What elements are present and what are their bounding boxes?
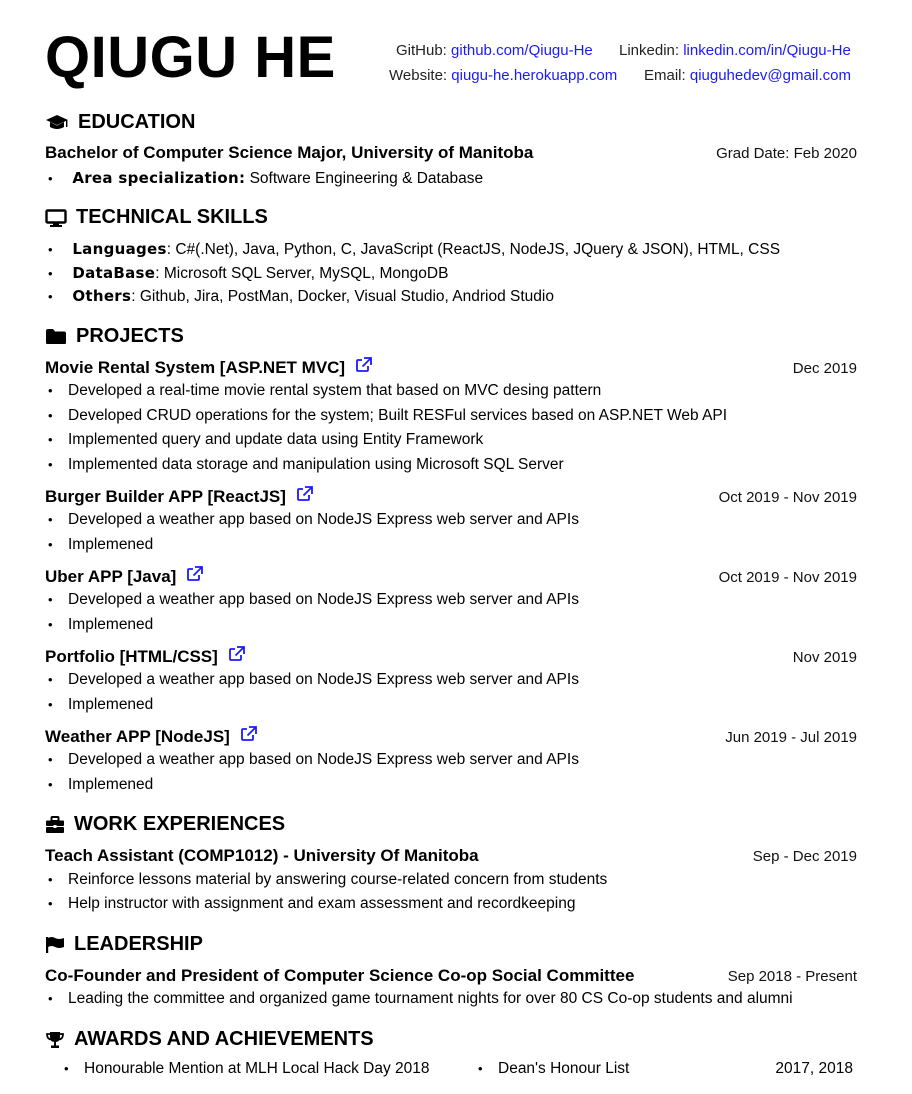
leadership-date: Sep 2018 - Present bbox=[727, 968, 857, 985]
project-row-portfolio bbox=[45, 646, 857, 667]
project-title: Portfolio [HTML/CSS] bbox=[45, 646, 218, 666]
github-link[interactable]: github.com/Qiugu-He bbox=[451, 42, 593, 59]
list-item: • Leading the committee and organized game tournament nights for over 80 CS Co-op students and alumni bbox=[48, 989, 793, 1009]
bullet-text: : Github, Jira, PostMan, Docker, Visual Studio, Andriod Studio bbox=[131, 288, 554, 305]
work-row bbox=[45, 846, 857, 866]
grad-date: Grad Date: Feb 2020 bbox=[716, 145, 857, 162]
list-item: • Honourable Mention at MLH Local Hack Day 2018 bbox=[64, 1060, 430, 1078]
section-title-skills: TECHNICAL SKILLS bbox=[76, 206, 268, 228]
bullet-key: Languages bbox=[72, 240, 167, 258]
external-link-icon[interactable] bbox=[186, 566, 204, 587]
contact-linkedin bbox=[619, 38, 851, 63]
email-link[interactable]: qiuguhedev@gmail.com bbox=[689, 67, 852, 84]
briefcase-icon bbox=[45, 816, 65, 834]
section-projects bbox=[45, 325, 184, 348]
project-date: Oct 2019 - Nov 2019 bbox=[718, 568, 857, 586]
github-label: GitHub: bbox=[396, 42, 447, 59]
external-link-icon[interactable] bbox=[296, 486, 314, 507]
project-date: Jun 2019 - Jul 2019 bbox=[725, 728, 857, 746]
external-link-icon[interactable] bbox=[228, 646, 246, 667]
list-item: • Developed a weather app based on NodeJS Express web server and APIs bbox=[48, 510, 579, 530]
education-degree-row bbox=[45, 143, 857, 163]
project-title: Burger Builder APP [ReactJS] bbox=[45, 486, 286, 506]
email-label: Email: bbox=[644, 67, 686, 84]
bullet-key: DataBase bbox=[72, 264, 156, 282]
resume-name: QIUGU HE bbox=[45, 25, 336, 90]
project-row-uber bbox=[45, 566, 857, 587]
external-link-icon[interactable] bbox=[240, 726, 258, 747]
list-item: • Developed a weather app based on NodeJS Express web server and APIs bbox=[48, 670, 579, 690]
project-row-weather bbox=[45, 726, 857, 747]
bullet-text: : C#(.Net), Java, Python, C, JavaScript (ReactJS, NodeJS, JQuery & JSON), HTML, CSS bbox=[166, 241, 781, 258]
list-item: • Implemened bbox=[48, 775, 153, 795]
leadership-row bbox=[45, 966, 857, 986]
list-item bbox=[48, 286, 554, 307]
section-title-work: WORK EXPERIENCES bbox=[74, 813, 286, 835]
project-title-container bbox=[45, 566, 204, 587]
section-leadership bbox=[45, 933, 203, 956]
leadership-role: Co-Founder and President of Computer Science Co-op Social Committee bbox=[45, 966, 635, 985]
linkedin-label: Linkedin: bbox=[619, 42, 680, 59]
list-item: • Implemented query and update data using Entity Framework bbox=[48, 430, 483, 450]
list-item: • Implemened bbox=[48, 695, 153, 715]
project-title-container bbox=[45, 646, 246, 667]
section-skills bbox=[45, 206, 268, 229]
contact-website bbox=[389, 63, 617, 88]
list-item: • Help instructor with assignment and exam assessment and recordkeeping bbox=[48, 894, 575, 914]
section-awards bbox=[45, 1028, 374, 1051]
contact-github bbox=[396, 38, 593, 63]
folder-icon bbox=[45, 328, 67, 345]
section-work bbox=[45, 813, 285, 836]
trophy-icon bbox=[45, 1031, 65, 1049]
project-date: Nov 2019 bbox=[792, 648, 857, 666]
list-item bbox=[48, 168, 483, 189]
section-title-leadership: LEADERSHIP bbox=[74, 933, 203, 955]
list-item: • Implemened bbox=[48, 535, 153, 555]
section-education bbox=[45, 111, 195, 134]
contact-email bbox=[644, 63, 851, 88]
project-title-container bbox=[45, 357, 373, 378]
bullet-key: Others bbox=[72, 287, 132, 305]
project-date: Oct 2019 - Nov 2019 bbox=[718, 488, 857, 506]
project-row-burger-builder bbox=[45, 486, 857, 507]
section-title-projects: PROJECTS bbox=[76, 325, 184, 347]
list-item bbox=[48, 239, 780, 260]
website-link[interactable]: qiugu-he.herokuapp.com bbox=[451, 67, 618, 84]
list-item: • Developed CRUD operations for the system; Built RESFul services based on ASP.NET Web API bbox=[48, 406, 727, 426]
list-item: • Developed a weather app based on NodeJS Express web server and APIs bbox=[48, 590, 579, 610]
award-years: 2017, 2018 bbox=[775, 1060, 853, 1077]
graduation-cap-icon bbox=[45, 114, 69, 132]
project-title: Uber APP [Java] bbox=[45, 566, 177, 586]
project-title-container bbox=[45, 486, 314, 507]
list-item: • Implemened bbox=[48, 615, 153, 635]
external-link-icon[interactable] bbox=[355, 357, 373, 378]
list-item: • Implemented data storage and manipulation using Microsoft SQL Server bbox=[48, 455, 564, 475]
project-title-container bbox=[45, 726, 258, 747]
work-role: Teach Assistant (COMP1012) - University Of Manitoba bbox=[45, 846, 479, 865]
list-item: • Reinforce lessons material by answering course-related concern from students bbox=[48, 870, 607, 890]
section-title-awards: AWARDS AND ACHIEVEMENTS bbox=[74, 1028, 374, 1050]
project-row-movie-rental bbox=[45, 357, 857, 378]
project-title: Movie Rental System [ASP.NET MVC] bbox=[45, 357, 346, 377]
website-label: Website: bbox=[389, 67, 448, 84]
monitor-icon bbox=[45, 209, 67, 227]
bullet-text: : Microsoft SQL Server, MySQL, MongoDB bbox=[155, 265, 449, 282]
section-title-education: EDUCATION bbox=[78, 111, 196, 133]
list-item: • Developed a weather app based on NodeJS Express web server and APIs bbox=[48, 750, 579, 770]
flag-icon bbox=[45, 936, 65, 954]
bullet-key: Area specialization: bbox=[72, 169, 246, 187]
degree-title: Bachelor of Computer Science Major, University of Manitoba bbox=[45, 143, 534, 162]
bullet-text: Software Engineering & Database bbox=[249, 170, 484, 187]
list-item bbox=[48, 263, 448, 284]
project-title: Weather APP [NodeJS] bbox=[45, 726, 230, 746]
linkedin-link[interactable]: linkedin.com/in/Qiugu-He bbox=[683, 42, 851, 59]
project-date: Dec 2019 bbox=[792, 359, 857, 377]
work-date: Sep - Dec 2019 bbox=[752, 848, 857, 865]
list-item: • Dean's Honour List bbox=[478, 1060, 629, 1078]
list-item: • Developed a real-time movie rental system that based on MVC desing pattern bbox=[48, 381, 601, 401]
